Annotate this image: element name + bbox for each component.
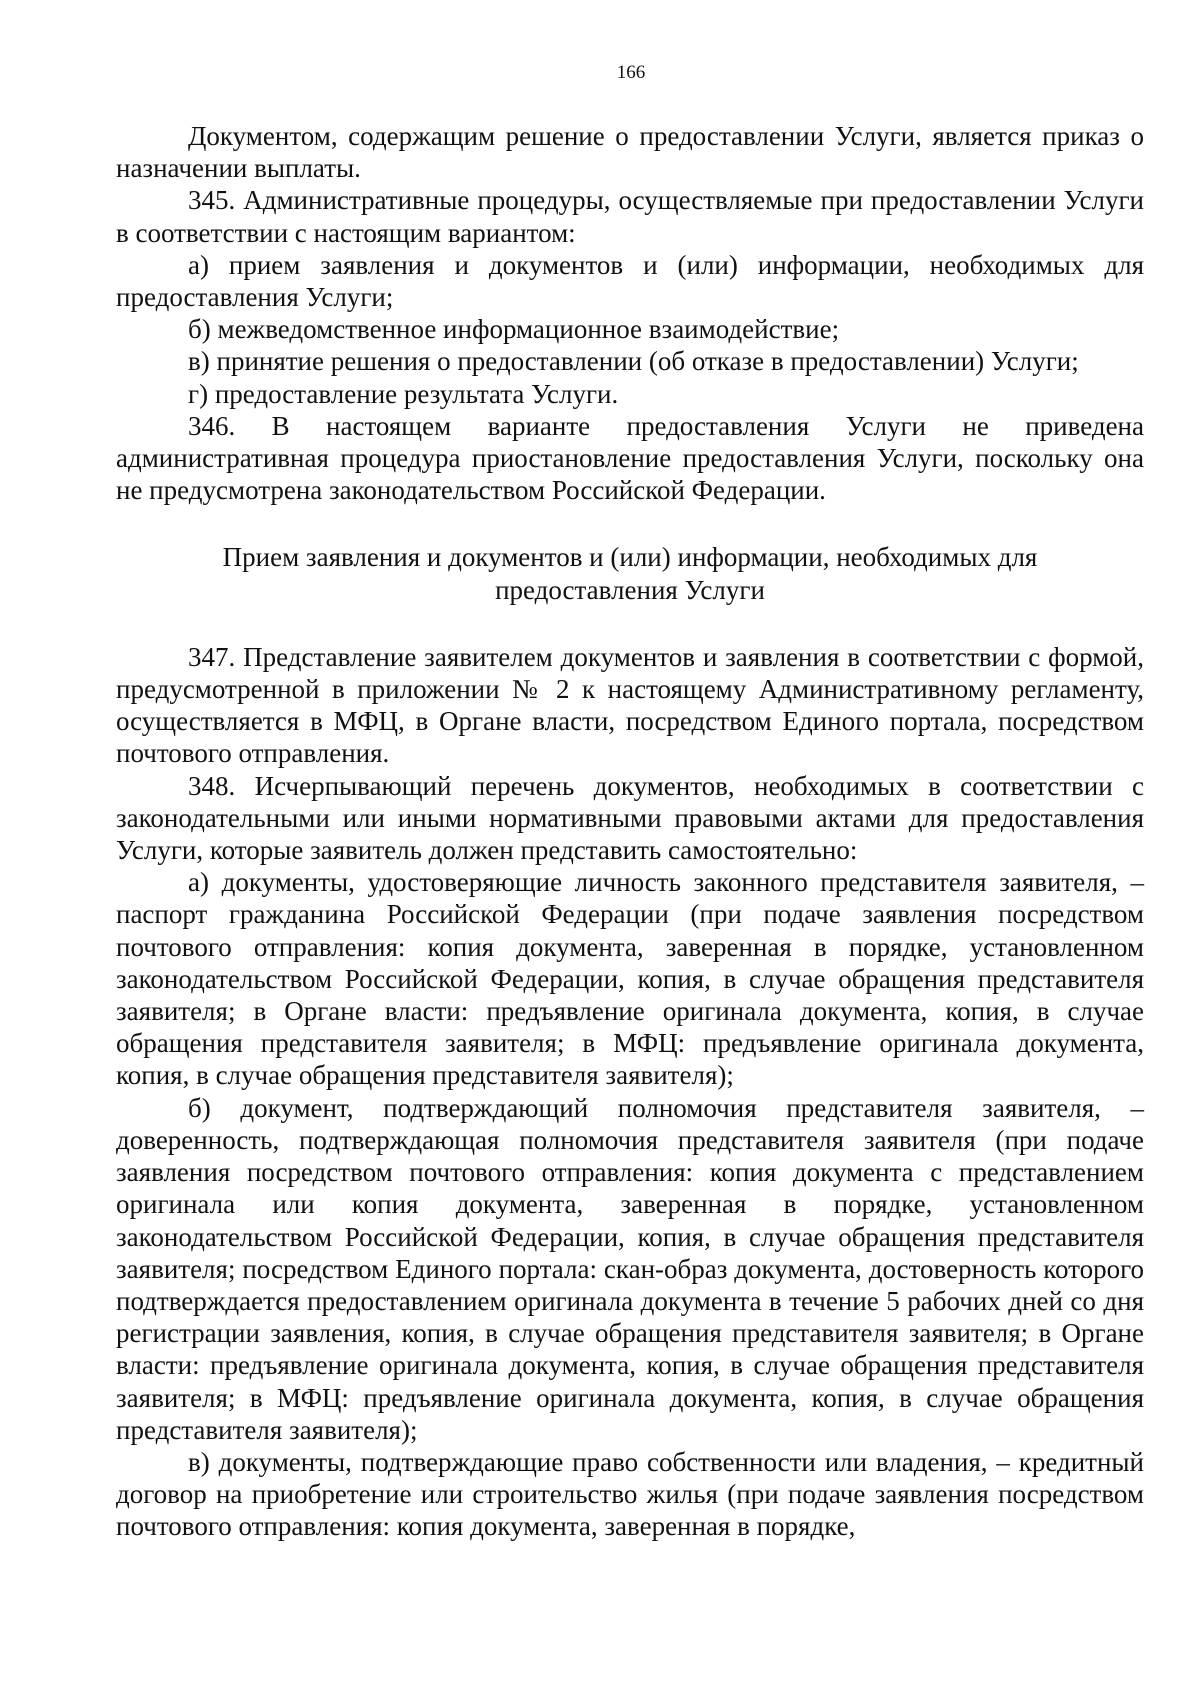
paragraph-348: 348. Исчерпывающий перечень документов, необходимых в соответствии с законодательными или иными нормативными правовыми актами для предоставления Услуги, которые заявитель должен представить самостоятельно: xyxy=(116,770,1144,866)
list-item-b: б) межведомственное информационное взаимодействие; xyxy=(188,314,840,345)
section-heading: Прием заявления и документов и (или) информации, необходимых для предоставления Услуги xyxy=(222,542,1038,605)
list-item-a-identity-documents: а) документы, удостоверяющие личность законного представителя заявителя, – паспорт гражданина Российской Федерации (при подаче заявления посредством почтового отправления: копия документа, заверенная в порядке, установленном законодательством Российской Федерации, копия, в случае обращения представителя заявителя; в Органе власти: предъявление оригинала документа, копия, в случае обращения представителя заявителя; в МФЦ: предъявление оригинала документа, копия, в случае обращения представителя заявителя); xyxy=(116,867,1144,1091)
paragraph-347: 347. Представление заявителем документов и заявления в соответствии с формой, предусмотренной в приложении № 2 к настоящему Административному регламенту, осуществляется в МФЦ, в Органе власти, посредством Единого портала, посредством почтового отправления. xyxy=(116,641,1144,769)
paragraph-decision-document: Документом, содержащим решение о предоставлении Услуги, является приказ о назначении выплаты. xyxy=(116,121,1144,184)
paragraphs-after xyxy=(116,641,1144,1543)
page-number: 166 xyxy=(616,62,646,83)
list-item-v: в) принятие решения о предоставлении (об отказе в предоставлении) Услуги; xyxy=(188,346,1079,377)
paragraphs-before xyxy=(116,120,1144,506)
list-item-v-ownership-documents: в) документы, подтверждающие право собственности или владения, – кредитный договор на приобретение или строительство жилья (при подаче заявления посредством почтового отправления: копия документа, заверенная в порядке, xyxy=(116,1446,1144,1542)
paragraph-345: 345. Административные процедуры, осуществляемые при предоставлении Услуги в соответствии с настоящим вариантом: xyxy=(116,185,1144,248)
document-page xyxy=(116,60,1144,1543)
paragraph-346: 346. В настоящем варианте предоставления Услуги не приведена административная процедура приостановление предоставления Услуги, поскольку она не предусмотрена законодательством Российской Федерации. xyxy=(116,410,1144,506)
list-item-a: а) прием заявления и документов и (или) информации, необходимых для предоставления Услуги; xyxy=(116,249,1144,313)
list-item-b-authority-document: б) документ, подтверждающий полномочия представителя заявителя, – доверенность, подтверждающая полномочия представителя заявителя (при подаче заявления посредством почтового отправления: копия документа с представлением оригинала или копия документа, заверенная в порядке, установленном законодательством Российской Федерации, копия, в случае обращения представителя заявителя; посредством Единого портала: скан-образ документа, достоверность которого подтверждается предоставлением оригинала документа в течение 5 рабочих дней со дня регистрации заявления, копия, в случае обращения представителя заявителя; в Органе власти: предъявление оригинала документа, копия, в случае обращения представителя заявителя; в МФЦ: предъявление оригинала документа, копия, в случае обращения представителя заявителя); xyxy=(116,1092,1144,1445)
list-item-g: г) предоставление результата Услуги. xyxy=(188,378,619,409)
